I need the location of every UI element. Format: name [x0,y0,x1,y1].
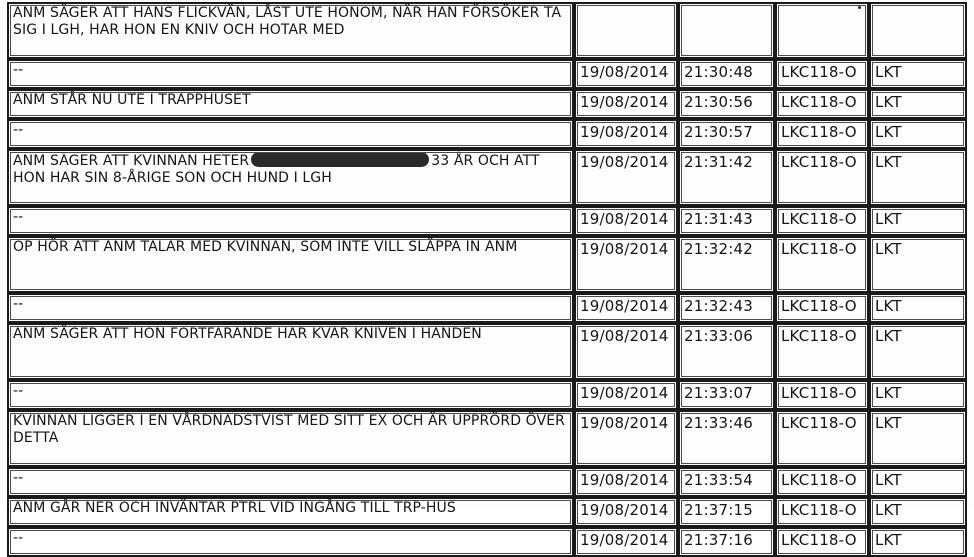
log-message: -- [7,527,574,557]
log-message: -- [7,293,574,323]
incident-log-table [7,2,967,557]
log-message: -- [7,59,574,89]
log-row [7,236,967,293]
log-unit: LKC118-O [775,293,869,323]
log-date: 19/08/2014 [574,497,678,527]
log-message: ANM GÅR NER OCH INVÄNTAR PTRL VID INGÅNG TILL TRP-HUS [7,497,574,527]
log-date: 19/08/2014 [574,293,678,323]
log-message: -- [7,206,574,236]
log-unit: LKC118-O [775,410,869,467]
log-code: LKT [869,293,967,323]
log-time: 21:37:15 [678,497,775,527]
log-date: 19/08/2014 [574,206,678,236]
log-code: LKT [869,236,967,293]
log-time: 21:31:42 [678,149,775,206]
log-message: OP HÖR ATT ANM TALAR MED KVINNAN, SOM INTE VILL SLÄPPA IN ANM [7,236,574,293]
log-code: LKT [869,527,967,557]
log-row [7,410,967,467]
log-unit: LKC118-O [775,206,869,236]
log-row [7,467,967,497]
log-date: 19/08/2014 [574,410,678,467]
log-row [7,497,967,527]
log-date: 19/08/2014 [574,323,678,380]
log-date: 19/08/2014 [574,149,678,206]
log-message: -- [7,380,574,410]
log-time: 21:33:54 [678,467,775,497]
log-time: 21:30:56 [678,89,775,119]
log-unit: LKC118-O [775,467,869,497]
log-row [7,89,967,119]
log-code: LKT [869,89,967,119]
log-row [7,293,967,323]
log-date: 19/08/2014 [574,527,678,557]
log-unit: LKC118-O [775,380,869,410]
log-time: 21:33:07 [678,380,775,410]
log-code: LKT [869,467,967,497]
log-time: 21:30:48 [678,59,775,89]
log-row [7,527,967,557]
log-row [7,119,967,149]
log-message: -- [7,119,574,149]
redaction-bar [251,152,429,167]
log-code: LKT [869,206,967,236]
log-code: LKT [869,119,967,149]
log-message-start: ANM SÄGER ATT KVINNAN HETER [13,153,250,169]
log-date: 19/08/2014 [574,119,678,149]
log-message: KVINNAN LIGGER I EN VÅRDNADSTVIST MED SITT EX OCH ÄR UPPRÖRD ÖVER DETTA [7,410,574,467]
log-unit: LKC118-O [775,527,869,557]
log-message: -- [7,467,574,497]
log-date: 19/08/2014 [574,59,678,89]
log-unit: LKC118-O [775,323,869,380]
log-unit: LKC118-O [775,149,869,206]
log-date [574,2,678,59]
log-time: 21:31:43 [678,206,775,236]
log-unit: LKC118-O [775,497,869,527]
log-message-end: 33 ÅR OCH ATT HON HAR SIN 8-ÅRIGE SON OCH HUND I LGH [13,153,540,186]
log-date: 19/08/2014 [574,380,678,410]
log-time [678,2,775,59]
log-message: ANM STÅR NU UTE I TRAPPHUSET [7,89,574,119]
log-message [7,149,574,206]
log-date: 19/08/2014 [574,236,678,293]
log-code: LKT [869,410,967,467]
log-date: 19/08/2014 [574,467,678,497]
log-unit: LKC118-O [775,236,869,293]
log-code: LKT [869,59,967,89]
log-unit: LKC118-O [775,89,869,119]
log-date: 19/08/2014 [574,89,678,119]
log-time: 21:32:42 [678,236,775,293]
log-row [7,206,967,236]
log-time: 21:33:46 [678,410,775,467]
log-code [869,2,967,59]
log-row [7,59,967,89]
log-unit [775,2,869,59]
log-code: LKT [869,380,967,410]
log-code: LKT [869,323,967,380]
log-message: ANM SÄGER ATT HON FORTFARANDE HAR KVAR KNIVEN I HANDEN [7,323,574,380]
log-row [7,323,967,380]
log-row [7,149,967,206]
log-unit: LKC118-O [775,59,869,89]
log-time: 21:37:16 [678,527,775,557]
log-message: ANM SÄGER ATT HANS FLICKVÄN, LÅST UTE HONOM, NÄR HAN FÖRSÖKER TA SIG I LGH, HAR HON EN KNIV OCH HOTAR MED [7,2,574,59]
log-row [7,2,967,59]
log-code: LKT [869,497,967,527]
log-unit: LKC118-O [775,119,869,149]
log-time: 21:32:43 [678,293,775,323]
log-code: LKT [869,149,967,206]
log-time: 21:33:06 [678,323,775,380]
log-row [7,380,967,410]
log-time: 21:30:57 [678,119,775,149]
